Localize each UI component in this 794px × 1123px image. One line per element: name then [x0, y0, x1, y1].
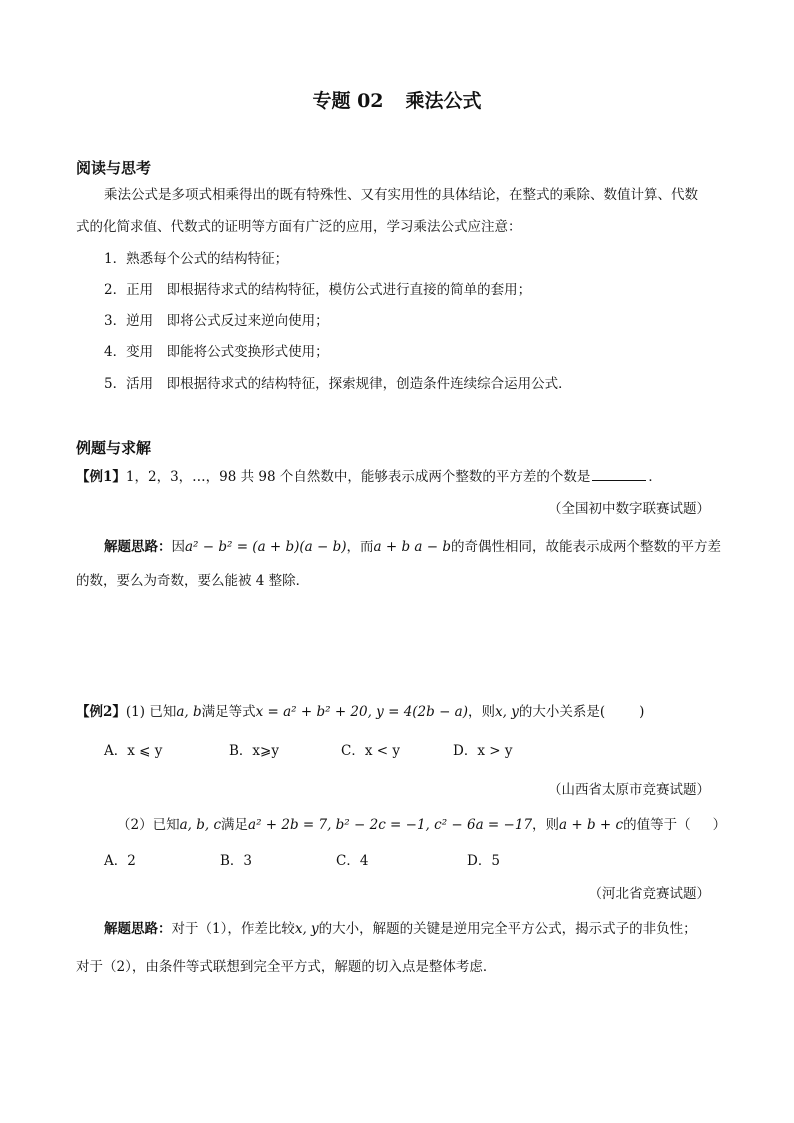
question-text: （2）已知: [117, 817, 180, 833]
example-1-hint-line-2: 的数，要么为奇数，要么能被 4 整除．: [76, 573, 310, 589]
option-c[interactable]: C．4: [336, 853, 369, 869]
option-d[interactable]: D．x > y: [453, 743, 513, 759]
question-formula: x, y: [495, 704, 519, 720]
option-a[interactable]: A．x ⩽ y: [104, 743, 163, 759]
point-4: 4．变用 即能将公式变换形式使用；: [104, 344, 329, 360]
page-title: [0, 86, 794, 113]
example-2-hint: [104, 918, 697, 940]
question-formula: a, b: [176, 704, 202, 720]
hint-formula: a + b a − b: [373, 539, 452, 555]
example-1-source: （全国初中数字联赛试题）: [548, 501, 710, 517]
example-2-label: 【例2】: [76, 704, 126, 720]
example-1-hint: [104, 536, 721, 558]
hint-text: 的大小，解题的关键是逆用完全平方公式，揭示式子的非负性；: [318, 921, 697, 937]
question-text: ): [639, 704, 645, 720]
point-5: 5．活用 即根据待求式的结构特征，探索规律，创造条件连续综合运用公式．: [104, 376, 572, 392]
example-1-end: ．: [648, 469, 662, 485]
point-1: 1．熟悉每个公式的结构特征；: [104, 251, 289, 267]
intro-line-2: 式的化简求值、代数式的证明等方面有广泛的应用，学习乘法公式应注意：: [76, 219, 522, 235]
point-2: 2．正用 即根据待求式的结构特征，模仿公式进行直接的简单的套用；: [104, 282, 532, 298]
example-2-hint-line-2: 对于（2），由条件等式联想到完全平方式，解题的切入点是整体考虑．: [76, 959, 497, 975]
hint-text: ，而: [346, 539, 374, 555]
example-2-question-2: [117, 814, 726, 836]
hint-label: 解题思路：: [104, 921, 172, 937]
question-text: (1) 已知: [125, 704, 177, 720]
section-heading-examples: 例题与求解: [76, 439, 152, 457]
question-text: 的值等于（: [623, 817, 691, 833]
question-formula: a, b, c: [179, 817, 222, 833]
example-2-question-1: [76, 701, 644, 723]
question-text: 满足等式: [201, 704, 256, 720]
option-d[interactable]: D．5: [467, 853, 500, 869]
example-1-text: 1，2，3，…，98 共 98 个自然数中，能够表示成两个整数的平方差的个数是: [125, 469, 591, 485]
option-b[interactable]: B．3: [220, 853, 253, 869]
hint-label: 解题思路：: [104, 539, 172, 555]
question-formula: a + b + c: [559, 817, 624, 833]
option-a[interactable]: A．2: [104, 853, 136, 869]
hint-formula: a² − b² = (a + b)(a − b): [185, 539, 347, 555]
question-text: ）: [712, 817, 727, 833]
example-1-label: 【例1】: [76, 469, 126, 485]
option-b[interactable]: B．x⩾y: [229, 743, 279, 759]
question-text: ，则: [468, 704, 495, 720]
hint-text: 的奇偶性相同，故能表示成两个整数的平方差: [451, 539, 722, 555]
example-2-q2-source: （河北省竞赛试题）: [588, 886, 710, 902]
example-1-question: [76, 466, 662, 488]
hint-text: 对于（1），作差比较: [171, 921, 295, 937]
question-text: ，则: [532, 817, 560, 833]
section-heading-reading: 阅读与思考: [76, 159, 152, 177]
title-name: 乘法公式: [405, 90, 482, 112]
option-c[interactable]: C．x < y: [341, 743, 400, 759]
intro-line-1: 乘法公式是多项式相乘得出的既有特殊性、又有实用性的具体结论，在整式的乘除、数值计算、代数: [104, 187, 698, 203]
answer-blank[interactable]: [592, 466, 646, 481]
example-2-q1-source: （山西省太原市竞赛试题）: [548, 782, 710, 798]
title-code: 专题 02: [312, 90, 384, 112]
question-text: 满足: [221, 817, 249, 833]
hint-formula: x, y: [294, 921, 319, 937]
question-formula: a² + 2b = 7, b² − 2c = −1, c² − 6a = −17: [248, 817, 533, 833]
point-3: 3．逆用 即将公式反过来逆向使用；: [104, 313, 329, 329]
question-text: 的大小关系是(: [518, 704, 606, 720]
question-formula: x = a² + b² + 20, y = 4(2b − a): [255, 704, 468, 720]
hint-text: 因: [171, 539, 185, 555]
